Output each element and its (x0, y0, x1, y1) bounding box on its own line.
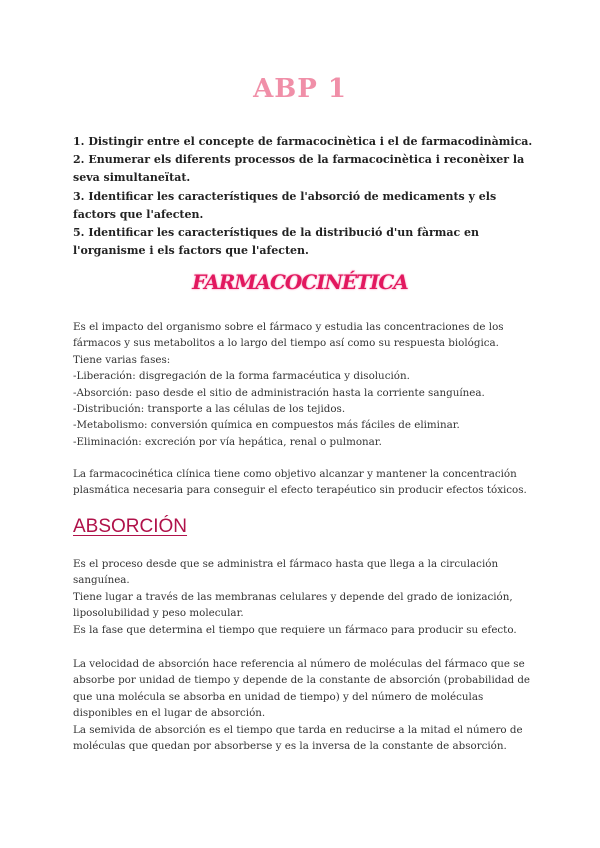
objective-item: 3. Identificar les característiques de l'absorció de medicaments y els factors que l'afecten. (73, 189, 497, 221)
text-line: -Liberación: disgregación de la forma farmacéutica y disolución. (73, 370, 410, 383)
text-line: sanguínea. (73, 574, 130, 587)
text-line: Tiene varias fases: (73, 353, 171, 366)
objective-item: 1. Distingir entre el concepte de farmacocinètica i el de farmacodinàmica. (73, 135, 533, 148)
absorcion-paragraph-2 (73, 656, 535, 754)
objectives-list (73, 133, 541, 260)
text-line: Es la fase que determina el tiempo que requiere un fármaco para producir su efecto. (73, 623, 517, 636)
text-line: Tiene lugar a través de las membranas celulares y depende del grado de ionización, (73, 590, 513, 603)
text-line: -Distribución: transporte a las células de los tejidos. (73, 403, 346, 416)
text-line: Es el impacto del organismo sobre el fármaco y estudia las concentraciones de los (73, 321, 504, 333)
objective-item: 2. Enumerar els diferents processos de la farmacocinètica i reconèixer la seva simultaneïtat. (73, 153, 525, 185)
text-line: Es el proceso desde que se administra el fármaco hasta que llega a la circulación (73, 558, 499, 570)
text-line: absorbe por unidad de tiempo y depende de la constante de absorción (probabilidad de (73, 674, 531, 687)
text-line: La velocidad de absorción hace referencia al número de moléculas del fármaco que se (73, 658, 525, 670)
farmacocinetica-clinical (73, 466, 535, 499)
absorcion-paragraph-1 (73, 556, 535, 638)
text-line: plasmática necesaria para conseguir el efecto terapéutico sin producir efectos tóxicos. (73, 484, 527, 497)
objective-item: 5. Identificar les característiques de la distribució d'un fàrmac en l'organisme i els factors que l'afecten. (73, 226, 480, 258)
text-line: La farmacocinética clínica tiene como objetivo alcanzar y mantener la concentración (73, 468, 517, 480)
text-line: -Metabolismo: conversión química en compuestos más fáciles de eliminar. (73, 419, 460, 432)
farmacocinetica-heading: FARMACOCINÉTICA (192, 270, 408, 294)
text-line: disponibles en el lugar de absorción. (73, 707, 266, 720)
text-line: liposolubilidad y peso molecular. (73, 607, 244, 620)
text-line: que una molécula se absorba en unidad de tiempo) y del número de moléculas (73, 690, 484, 703)
text-line: La semivida de absorción es el tiempo que tarda en reducirse a la mitad el número de (73, 723, 523, 736)
page-title: ABP 1 (253, 74, 347, 104)
farmacocinetica-intro (73, 319, 535, 450)
text-line: -Absorción: paso desde el sitio de administración hasta la corriente sanguínea. (73, 386, 485, 399)
text-line: fármacos y sus metabolitos a lo largo del tiempo así como su respuesta biológica. (73, 337, 499, 350)
absorcion-heading: ABSORCIÓN (73, 516, 188, 537)
text-line: -Eliminación: excreción por vía hepática, renal o pulmonar. (73, 435, 382, 448)
text-line: moléculas que quedan por absorberse y es la inversa de la constante de absorción. (73, 740, 507, 753)
